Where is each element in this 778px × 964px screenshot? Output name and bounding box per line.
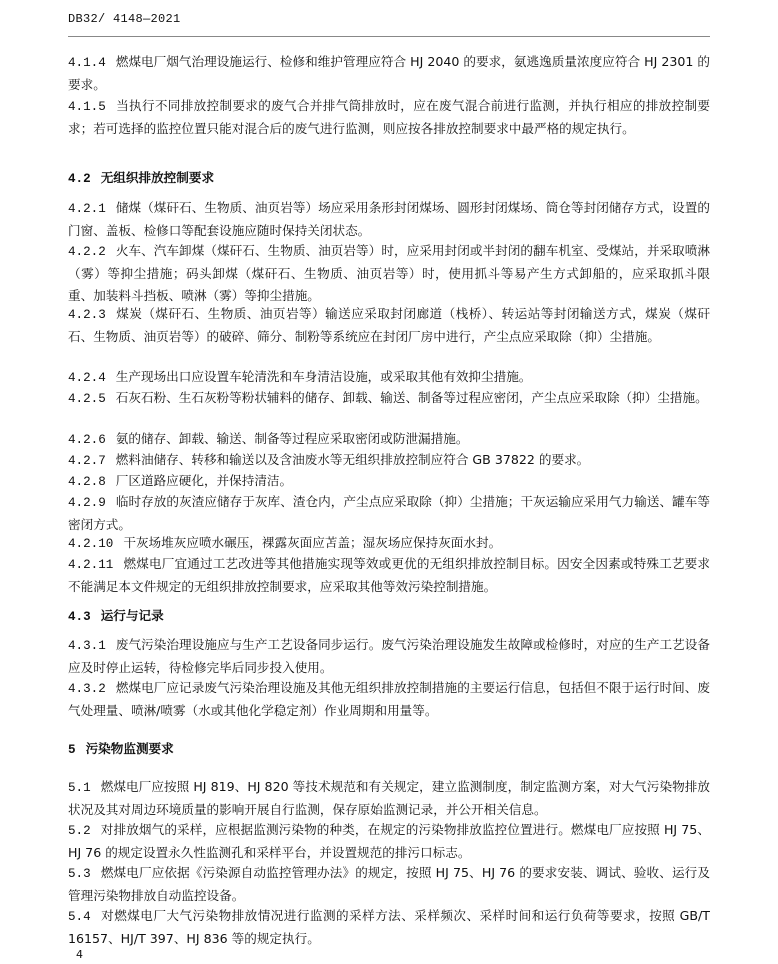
clause-4-2-4 [68, 366, 710, 389]
clause-text: 废气污染治理设施应与生产工艺设备同步运行。废气污染治理设施发生故障或检修时，对应的生产工艺设备应及时停止运转，待检修完毕后同步投入使用。 [68, 637, 710, 675]
section-heading-4-2 [68, 167, 710, 190]
clause-number: 5.3 [68, 867, 91, 881]
clause-4-1-5 [68, 95, 710, 140]
clause-4-2-10 [68, 532, 710, 555]
clause-number: 5.2 [68, 824, 91, 838]
clause-number: 4.2.2 [68, 245, 106, 259]
section-title: 运行与记录 [100, 608, 164, 623]
clause-5-2 [68, 819, 710, 864]
clause-4-2-5 [68, 387, 710, 410]
clause-number: 4.2.1 [68, 202, 106, 216]
clause-text: 燃煤电厂烟气治理设施运行、检修和维护管理应符合 HJ 2040 的要求，氨逃逸质量浓度应符合 HJ 2301 的要求。 [68, 54, 710, 92]
clause-4-2-3 [68, 303, 710, 348]
section-title: 无组织排放控制要求 [100, 170, 215, 185]
clause-number: 4.2.9 [68, 496, 106, 510]
clause-4-3-1 [68, 634, 710, 679]
section-number: 4.2 [68, 172, 91, 186]
clause-4-2-2 [68, 240, 710, 307]
clause-number: 4.2.11 [68, 558, 114, 572]
clause-number: 4.1.4 [68, 56, 106, 70]
clause-text: 燃煤电厂应按照 HJ 819、HJ 820 等技术规范和有关规定，建立监测制度，制定监测方案，对大气污染物排放状况及其对周边环境质量的影响开展自行监测，保存原始监测记录，并公开相关信息。 [68, 779, 710, 817]
clause-4-2-1 [68, 197, 710, 242]
clause-text: 对排放烟气的采样，应根据监测污染物的种类，在规定的污染物排放监控位置进行。燃煤电厂应按照 HJ 75、HJ 76 的规定设置永久性监测孔和采样平台，并设置规范的排污口标志。 [68, 822, 710, 860]
clause-number: 4.2.10 [68, 537, 114, 551]
clause-4-2-11 [68, 553, 710, 598]
page-number: 4 [76, 948, 83, 961]
clause-4-2-9 [68, 491, 710, 536]
document-id: DB32/ 4148—2021 [68, 12, 181, 26]
clause-text: 临时存放的灰渣应储存于灰库、渣仓内，产尘点应采取除（抑）尘措施；干灰运输应采用气力输送、罐车等密闭方式。 [68, 494, 710, 532]
clause-text: 石灰石粉、生石灰粉等粉状辅料的储存、卸载、输送、制备等过程应密闭，产尘点应采取除（抑）尘措施。 [115, 390, 708, 405]
clause-text: 储煤（煤矸石、生物质、油页岩等）场应采用条形封闭煤场、圆形封闭煤场、筒仓等封闭储存方式，设置的门窗、盖板、检修口等配套设施应随时保持关闭状态。 [68, 200, 710, 238]
clause-text: 生产现场出口应设置车轮清洗和车身清洁设施，或采取其他有效抑尘措施。 [115, 369, 532, 384]
clause-number: 4.2.7 [68, 454, 106, 468]
clause-text: 火车、汽车卸煤（煤矸石、生物质、油页岩等）时，应采用封闭或半封闭的翻车机室、受煤站，并采取喷淋（雾）等抑尘措施；码头卸煤（煤矸石、生物质、油页岩等）时，使用抓斗等易产生方式卸船的，应采取抓斗限重、加装料斗挡板、喷淋（雾）等抑尘措施。 [68, 243, 710, 303]
header-rule [68, 36, 710, 37]
clause-number: 5.1 [68, 781, 91, 795]
section-heading-5 [68, 738, 710, 761]
section-number: 5 [68, 743, 76, 757]
clause-number: 4.2.5 [68, 392, 106, 406]
clause-number: 4.2.3 [68, 308, 106, 322]
clause-text: 煤炭（煤矸石、生物质、油页岩等）输送应采取封闭廊道（栈桥）、转运站等封闭输送方式，煤炭（煤矸石、生物质、油页岩等）的破碎、筛分、制粉等系统应在封闭厂房中进行，产尘点应采取除（抑）尘措施。 [68, 306, 710, 344]
clause-number: 4.3.1 [68, 639, 106, 653]
clause-text: 厂区道路应硬化，并保持清洁。 [115, 473, 293, 488]
clause-4-1-4 [68, 51, 710, 96]
section-number: 4.3 [68, 610, 91, 624]
clause-text: 燃煤电厂应依据《污染源自动监控管理办法》的规定，按照 HJ 75、HJ 76 的要求安装、调试、验收、运行及管理污染物排放自动监控设备。 [68, 865, 710, 903]
section-heading-4-3 [68, 605, 710, 628]
clause-number: 5.4 [68, 910, 91, 924]
section-title: 污染物监测要求 [85, 741, 174, 756]
clause-4-2-6 [68, 428, 710, 451]
clause-text: 对燃煤电厂大气污染物排放情况进行监测的采样方法、采样频次、采样时间和运行负荷等要求，按照 GB/T 16157、HJ/T 397、HJ 836 等的规定执行。 [68, 908, 710, 946]
clause-text: 燃煤电厂应记录废气污染治理设施及其他无组织排放控制措施的主要运行信息，包括但不限于运行时间、废气处理量、喷淋/喷雾（水或其他化学稳定剂）作业周期和用量等。 [68, 680, 710, 718]
clause-5-1 [68, 776, 710, 821]
clause-number: 4.2.4 [68, 371, 106, 385]
clause-text: 氨的储存、卸载、输送、制备等过程应采取密闭或防泄漏措施。 [115, 431, 469, 446]
clause-text: 干灰场堆灰应喷水碾压，裸露灰面应苫盖；湿灰场应保持灰面水封。 [123, 535, 502, 550]
clause-text: 燃料油储存、转移和输送以及含油废水等无组织排放控制应符合 GB 37822 的要求。 [115, 452, 590, 467]
clause-number: 4.3.2 [68, 682, 106, 696]
clause-4-2-8 [68, 470, 710, 493]
clause-4-2-7 [68, 449, 710, 472]
clause-5-4 [68, 905, 710, 950]
clause-text: 当执行不同排放控制要求的废气合并排气筒排放时，应在废气混合前进行监测，并执行相应的排放控制要求；若可选择的监控位置只能对混合后的废气进行监测，则应按各排放控制要求中最严格的规定执行。 [68, 98, 710, 136]
clause-4-3-2 [68, 677, 710, 722]
clause-5-3 [68, 862, 710, 907]
clause-number: 4.2.8 [68, 475, 106, 489]
clause-text: 燃煤电厂宜通过工艺改进等其他措施实现等效或更优的无组织排放控制目标。因安全因素或特殊工艺要求不能满足本文件规定的无组织排放控制要求，应采取其他等效污染控制措施。 [68, 556, 710, 594]
clause-number: 4.2.6 [68, 433, 106, 447]
clause-number: 4.1.5 [68, 100, 106, 114]
